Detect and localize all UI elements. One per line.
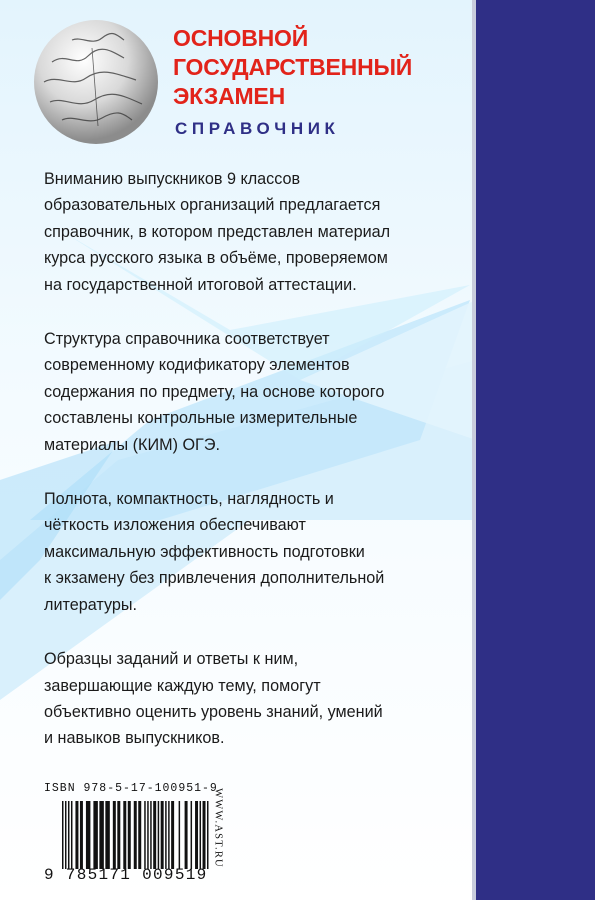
barcode-bar	[117, 801, 120, 869]
publisher-website: WWW.AST.RU	[212, 788, 224, 868]
barcode-bar	[71, 801, 72, 869]
barcode-bar	[128, 801, 131, 869]
book-title-line-3: ЭКЗАМЕН	[173, 83, 285, 109]
barcode-bar	[80, 801, 83, 869]
barcode-bar	[185, 801, 188, 869]
description-paragraph-2: Структура справочника соответствует современному кодификатору элементов содержания по предмету, на основе которого составлены контрольные измерительные материалы (КИМ) ОГЭ.	[44, 330, 385, 454]
barcode-bar	[147, 801, 148, 869]
barcode-bar	[165, 801, 166, 869]
barcode-bar	[86, 801, 90, 869]
book-spine	[476, 0, 595, 900]
barcode-bar	[200, 801, 201, 869]
barcode-bar	[75, 801, 78, 869]
book-title-line-2: ГОСУДАРСТВЕННЫЙ	[173, 54, 413, 80]
barcode-bar	[150, 801, 151, 869]
barcode-bar	[207, 801, 208, 869]
barcode-bar	[171, 801, 174, 869]
barcode	[62, 801, 210, 869]
barcode-bar	[153, 801, 156, 869]
description-paragraph-1: Вниманию выпускников 9 классов образовательных организаций предлагается справочник, в котором представлен материал курса русского языка в объёме, проверяемом на государственной итоговой аттестации.	[44, 170, 391, 294]
book-title	[173, 24, 468, 111]
barcode-bar	[195, 801, 198, 869]
barcode-bar	[203, 801, 206, 869]
barcode-bar	[68, 801, 69, 869]
barcode-bar	[65, 801, 66, 869]
description-paragraph-4: Образцы заданий и ответы к ним, завершающие каждую тему, помогут объективно оценить уровень знаний, умений и навыков выпускников.	[44, 650, 383, 748]
barcode-bar	[191, 801, 192, 869]
globe-icon	[32, 18, 160, 146]
barcode-bar	[123, 801, 126, 869]
barcode-number: 9 785171 009519	[44, 866, 208, 884]
book-title-line-1: ОСНОВНОЙ	[173, 25, 309, 51]
barcode-bar	[144, 801, 145, 869]
barcode-bar	[99, 801, 103, 869]
book-subtitle: СПРАВОЧНИК	[175, 119, 340, 138]
barcode-bar	[93, 801, 97, 869]
description-text	[44, 166, 464, 780]
description-paragraph-3: Полнота, компактность, наглядность и чёткость изложения обеспечивают максимальную эффективность подготовки к экзамену без привлечения дополнительной литературы.	[44, 490, 385, 614]
barcode-bar	[161, 801, 164, 869]
barcode-bar	[105, 801, 109, 869]
barcode-bar	[179, 801, 180, 869]
barcode-bar	[113, 801, 116, 869]
barcode-bar	[134, 801, 137, 869]
barcode-bar	[168, 801, 169, 869]
barcode-bar	[62, 801, 63, 869]
barcode-bar	[138, 801, 141, 869]
isbn-label: ISBN 978-5-17-100951-9	[44, 782, 218, 795]
barcode-bar	[158, 801, 159, 869]
